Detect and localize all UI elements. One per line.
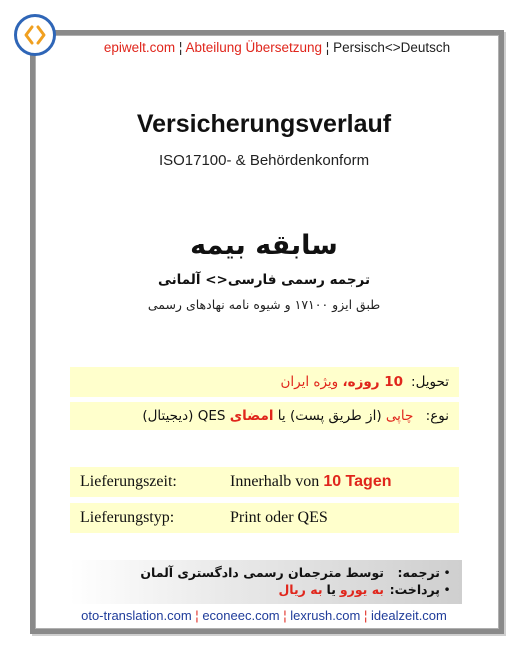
site-link[interactable]: epiwelt.com [103,40,176,55]
payment-or: یا [326,582,336,597]
department-link[interactable]: Abteilung Übersetzung [185,40,323,55]
translation-info-line [70,564,454,581]
type-de-row [70,503,459,533]
type-fa-sign: امضای [229,408,274,424]
footer-links [35,608,493,623]
header-separator: ¦ [178,40,183,55]
bullet-icon: • [443,565,451,580]
payment-rial: به ریال [278,582,323,597]
payment-label: پرداخت: [389,582,440,597]
footer-separator: ¦ [195,608,199,623]
payment-euro: به یورو [339,582,384,597]
persian-subtitle-standard: طبق ایزو ۱۷۱۰۰ و شیوه نامه نهادهای رسمی [147,297,381,312]
type-fa-qes: QES (دیجیتال) [142,408,226,424]
code-brackets-icon [23,24,47,46]
footer-link[interactable]: econeec.com [202,608,280,623]
page-subtitle: ISO17100- & Behördenkonform [158,152,370,169]
page-title: Versicherungsverlauf [136,110,392,138]
type-fa-print-note: (از طریق پست) [289,408,382,424]
type-fa-print: چاپی [385,408,414,424]
info-box [70,560,462,604]
persian-title: سابقه بیمه [190,230,338,261]
type-fa-label: نوع: [425,408,449,424]
language-pair: Persisch<>Deutsch [333,40,451,55]
footer-link[interactable]: idealzeit.com [371,608,447,623]
type-fa-or: یا [277,408,286,424]
footer-separator: ¦ [283,608,287,623]
delivery-de-label: Lieferungszeit: [80,473,177,490]
bullet-icon: • [443,582,451,597]
type-de-value: Print oder QES [230,509,328,526]
translation-label: ترجمه: [397,565,440,580]
persian-subtitle: ترجمه رسمی فارسی<> آلمانی [157,272,371,288]
type-fa-row [70,402,459,430]
footer-separator: ¦ [363,608,368,623]
footer-link[interactable]: lexrush.com [290,608,361,623]
delivery-fa-row [70,367,459,397]
header-separator: ¦ [325,40,330,55]
delivery-fa-note: ویژه ایران [280,374,339,390]
delivery-fa-label: تحویل: [411,374,449,390]
delivery-de-row [70,467,459,497]
footer-link[interactable]: oto-translation.com [81,608,192,623]
delivery-de-value: 10 Tagen [323,473,392,490]
header-line [50,40,504,55]
payment-info-line [70,581,454,598]
delivery-de-prefix: Innerhalb von [230,473,320,490]
type-de-label: Lieferungstyp: [80,509,175,526]
translation-value: توسط مترجمان رسمی دادگستری آلمان [140,565,384,580]
logo[interactable] [14,14,56,56]
delivery-fa-value: 10 روزه، [342,374,404,390]
